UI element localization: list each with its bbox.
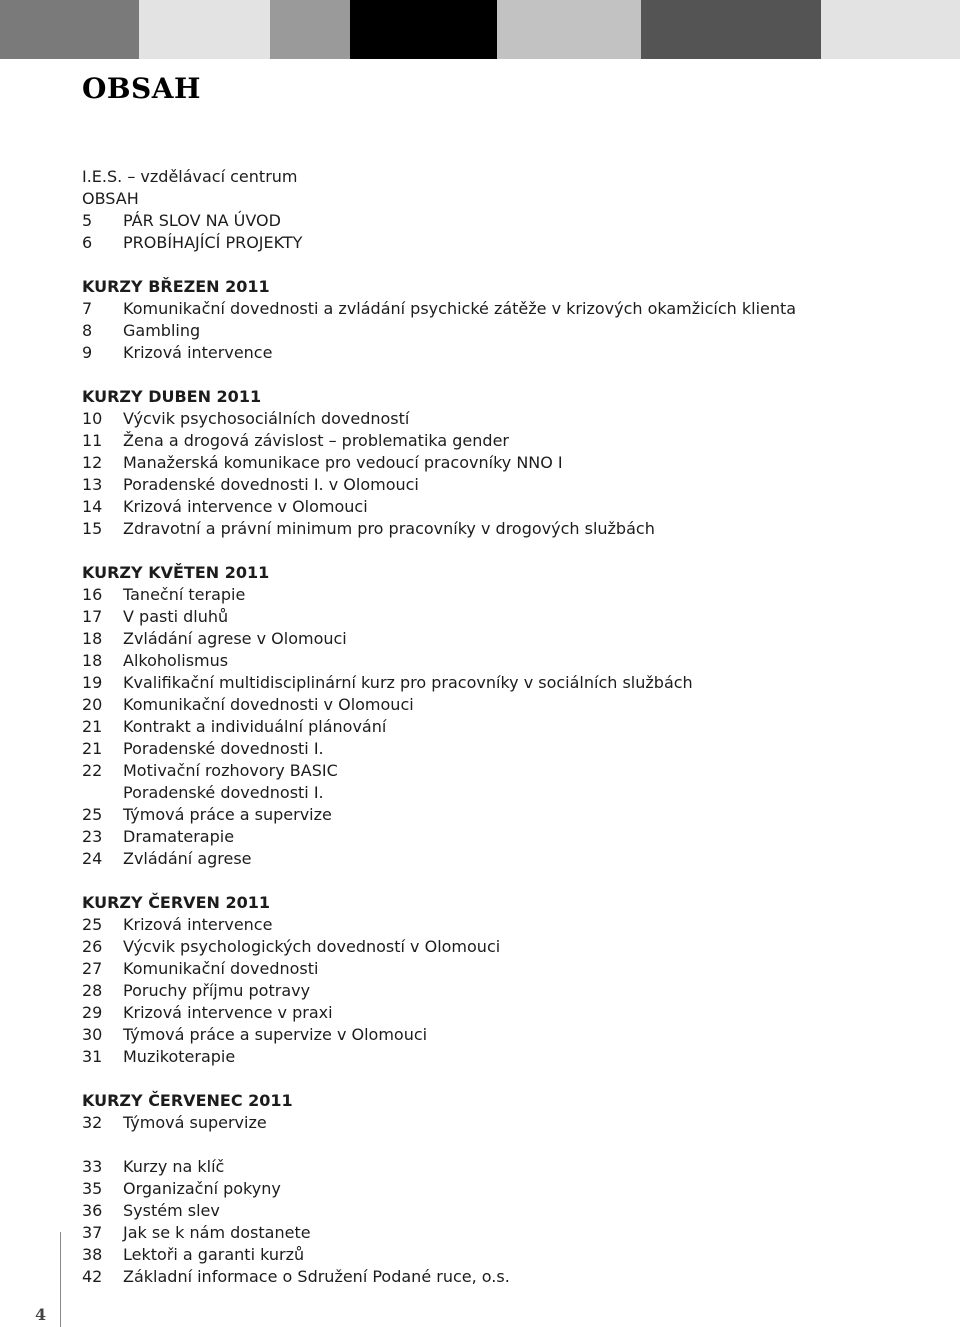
color-swatch [270, 0, 350, 59]
toc-entry-title: Komunikační dovednosti [123, 959, 319, 978]
toc-entry [82, 914, 942, 936]
toc-entry [82, 496, 942, 518]
toc-entry-title: PÁR SLOV NA ÚVOD [123, 211, 281, 230]
toc-entry [82, 210, 942, 232]
toc-entry [82, 694, 942, 716]
toc-entry-title: Taneční terapie [123, 585, 246, 604]
toc-page-number: 18 [82, 651, 103, 670]
toc-page-number: 42 [82, 1267, 103, 1286]
toc-entry [82, 782, 942, 804]
toc-entry-title: Poruchy příjmu potravy [123, 981, 311, 1000]
toc-entry [82, 936, 942, 958]
color-swatch [641, 0, 821, 59]
toc-page-number: 30 [82, 1025, 103, 1044]
toc-page-number: 21 [82, 717, 103, 736]
toc-entry [82, 1266, 942, 1288]
toc-entry-title: Poradenské dovednosti I. v Olomouci [123, 475, 419, 494]
spacer [82, 870, 942, 892]
toc-entry [82, 650, 942, 672]
toc-entry [82, 518, 942, 540]
toc-page-number: 11 [82, 431, 103, 450]
toc-entry-title: V pasti dluhů [123, 607, 229, 626]
toc-entry [82, 826, 942, 848]
toc-page-number: 17 [82, 607, 103, 626]
spacer [82, 254, 942, 276]
toc-entry [82, 1002, 942, 1024]
toc-entry [82, 1156, 942, 1178]
toc-page-number: 14 [82, 497, 103, 516]
toc-page-number: 5 [82, 211, 93, 230]
toc-page-number: 24 [82, 849, 103, 868]
toc-page-number: 33 [82, 1157, 103, 1176]
toc-entry [82, 606, 942, 628]
toc-entry [82, 320, 942, 342]
toc-page-number: 8 [82, 321, 93, 340]
toc-entry [82, 430, 942, 452]
toc-entry-title: Lektoři a garanti kurzů [123, 1245, 305, 1264]
toc-entry-title: Systém slev [123, 1201, 220, 1220]
toc-entry-title: Kvalifikační multidisciplinární kurz pro pracovníky v sociálních službách [123, 673, 693, 692]
toc-entry-title: Manažerská komunikace pro vedoucí pracovníky NNO I [123, 453, 563, 472]
toc-entry-title: Poradenské dovednosti I. [123, 739, 324, 758]
toc-entry [82, 628, 942, 650]
toc-entry [82, 980, 942, 1002]
toc-page-number: 13 [82, 475, 103, 494]
toc-entry [82, 716, 942, 738]
section-heading: KURZY KVĚTEN 2011 [82, 563, 270, 582]
toc-entry [82, 342, 942, 364]
toc-page-number: 19 [82, 673, 103, 692]
toc-entry-title: Poradenské dovednosti I. [123, 783, 324, 802]
toc-entry [82, 1112, 942, 1134]
toc-entry-title: Krizová intervence v Olomouci [123, 497, 368, 516]
toc-page-number: 7 [82, 299, 93, 318]
toc-entry-title: Základní informace o Sdružení Podané ruce, o.s. [123, 1267, 510, 1286]
color-swatch [497, 0, 641, 59]
toc-entry [82, 1222, 942, 1244]
toc-page-number: 25 [82, 805, 103, 824]
toc-entry [82, 1024, 942, 1046]
toc-entry-title: Muzikoterapie [123, 1047, 236, 1066]
toc-entry-title: Týmová práce a supervize v Olomouci [123, 1025, 428, 1044]
section-heading: KURZY ČERVENEC 2011 [82, 1091, 293, 1110]
toc-page-number: 9 [82, 343, 93, 362]
toc-page-number: 31 [82, 1047, 103, 1066]
toc-page-number: 20 [82, 695, 103, 714]
toc-entry-title: PROBÍHAJÍCÍ PROJEKTY [123, 233, 303, 252]
toc-entry [82, 408, 942, 430]
page-title: OBSAH [82, 72, 201, 105]
toc-entry [82, 848, 942, 870]
toc-page-number: 18 [82, 629, 103, 648]
toc-page-number: 25 [82, 915, 103, 934]
toc-page-number: 6 [82, 233, 93, 252]
toc-page-number: 37 [82, 1223, 103, 1242]
toc-entry [82, 958, 942, 980]
toc-entry [82, 232, 942, 254]
toc-entry-title: Kontrakt a individuální plánování [123, 717, 387, 736]
toc-entry-title: Komunikační dovednosti v Olomouci [123, 695, 414, 714]
color-swatch [139, 0, 270, 59]
toc-page-number: 21 [82, 739, 103, 758]
toc-entry [82, 804, 942, 826]
toc-entry [82, 298, 942, 320]
toc-page-number: 28 [82, 981, 103, 1000]
toc-entry-title: Výcvik psychologických dovedností v Olomouci [123, 937, 501, 956]
toc-entry-title: Žena a drogová závislost – problematika gender [123, 431, 509, 450]
table-of-contents [82, 166, 942, 1288]
page-number: 4 [35, 1305, 47, 1324]
toc-page-number: 32 [82, 1113, 103, 1132]
toc-page-number: 26 [82, 937, 103, 956]
toc-label: OBSAH [82, 189, 139, 208]
toc-entry-title: Jak se k nám dostanete [123, 1223, 311, 1242]
toc-page-number: 10 [82, 409, 103, 428]
toc-entry-title: Alkoholismus [123, 651, 229, 670]
color-swatch [350, 0, 497, 59]
toc-entry-title: Výcvik psychosociálních dovedností [123, 409, 410, 428]
toc-entry [82, 672, 942, 694]
toc-entry-title: Gambling [123, 321, 201, 340]
toc-entry-title: Zvládání agrese v Olomouci [123, 629, 347, 648]
toc-entry-title: Týmová práce a supervize [123, 805, 332, 824]
toc-entry-title: Motivační rozhovory BASIC [123, 761, 338, 780]
toc-entry-title: Dramaterapie [123, 827, 235, 846]
toc-entry [82, 1244, 942, 1266]
section-heading: KURZY BŘEZEN 2011 [82, 277, 270, 296]
toc-page-number: 27 [82, 959, 103, 978]
toc-entry [82, 1200, 942, 1222]
toc-entry-title: Zdravotní a právní minimum pro pracovníky v drogových službách [123, 519, 655, 538]
toc-entry-title: Krizová intervence [123, 343, 273, 362]
toc-entry-title: Krizová intervence v praxi [123, 1003, 333, 1022]
toc-page-number: 16 [82, 585, 103, 604]
toc-entry [82, 474, 942, 496]
toc-entry-title: Krizová intervence [123, 915, 273, 934]
toc-entry [82, 738, 942, 760]
color-swatch [0, 0, 139, 59]
toc-page-number: 36 [82, 1201, 103, 1220]
toc-page-number: 15 [82, 519, 103, 538]
toc-page-number: 35 [82, 1179, 103, 1198]
toc-entry [82, 1178, 942, 1200]
section-heading: KURZY DUBEN 2011 [82, 387, 262, 406]
spacer [82, 364, 942, 386]
toc-entry-title: Organizační pokyny [123, 1179, 281, 1198]
decorative-color-bar [0, 0, 960, 59]
color-swatch [821, 0, 960, 59]
toc-page-number: 12 [82, 453, 103, 472]
margin-rule [60, 1232, 61, 1327]
toc-page-number: 22 [82, 761, 103, 780]
toc-entry [82, 452, 942, 474]
toc-entry [82, 584, 942, 606]
toc-entry-title: Zvládání agrese [123, 849, 252, 868]
intro-line: I.E.S. – vzdělávací centrum [82, 167, 298, 186]
toc-page-number: 29 [82, 1003, 103, 1022]
spacer [82, 1134, 942, 1156]
spacer [82, 1068, 942, 1090]
toc-entry [82, 760, 942, 782]
toc-entry-title: Týmová supervize [123, 1113, 267, 1132]
toc-page-number: 38 [82, 1245, 103, 1264]
section-heading: KURZY ČERVEN 2011 [82, 893, 270, 912]
spacer [82, 540, 942, 562]
toc-entry-title: Kurzy na klíč [123, 1157, 225, 1176]
toc-page-number: 23 [82, 827, 103, 846]
toc-entry-title: Komunikační dovednosti a zvládání psychické zátěže v krizových okamžicích klienta [123, 299, 797, 318]
toc-entry [82, 1046, 942, 1068]
